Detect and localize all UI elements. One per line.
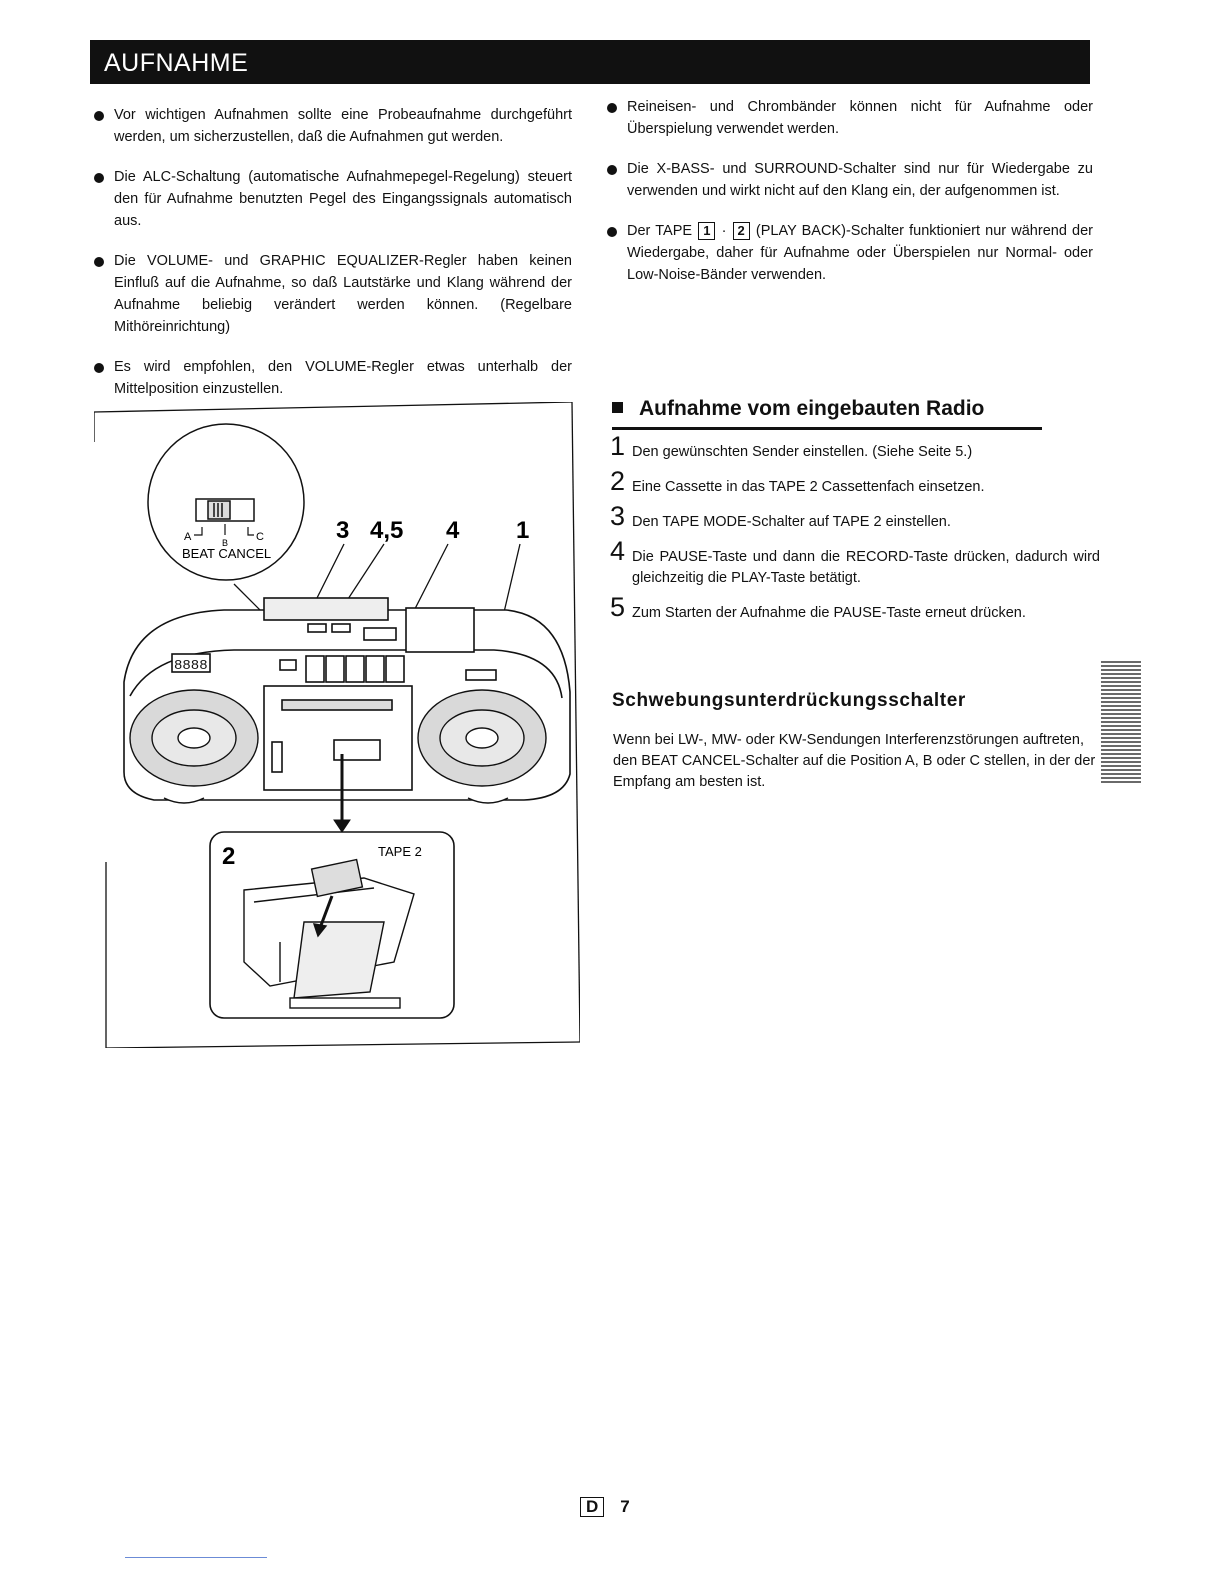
list-item <box>92 104 572 148</box>
boombox-illustration <box>94 402 580 1048</box>
step-text: Die PAUSE-Taste und dann die RECORD-Taste drücken, dadurch wird gleichzeitig die PLAY-Taste betätigt. <box>632 549 1100 586</box>
list-item <box>605 220 1093 286</box>
callout-4: 4 <box>446 517 460 544</box>
left-speaker <box>130 690 258 786</box>
bullet-icon <box>607 227 617 237</box>
switch-label-a: A <box>184 531 192 543</box>
inset-number: 2 <box>222 843 236 870</box>
section-header-bar <box>90 40 1090 84</box>
note-text: Es wird empfohlen, den VOLUME-Regler etwas unterhalb der Mittelposition einzustellen. <box>114 359 572 397</box>
page-footer <box>580 1497 630 1517</box>
separator-dot: · <box>721 223 727 239</box>
bullet-icon <box>607 165 617 175</box>
right-speaker <box>418 690 546 786</box>
footer-rule <box>125 1557 267 1558</box>
note-text: Vor wichtigen Aufnahmen sollte eine Probeaufnahme durchgeführt werden, um sicherzustellen, daß die Aufnahmen gut werden. <box>114 107 572 145</box>
right-notes <box>605 96 1093 304</box>
switch-label-c: C <box>256 531 264 543</box>
note-text: Die ALC-Schaltung (automatische Aufnahmepegel-Regelung) steuert den für Aufnahme benutzten Pegel des Eingangssignals automatisch aus. <box>114 169 572 229</box>
step-item <box>610 431 1100 463</box>
page-title: AUFNAHME <box>104 49 249 77</box>
bullet-icon <box>94 111 104 121</box>
section-title: Aufnahme vom eingebauten Radio <box>639 397 985 420</box>
section-heading <box>612 397 1042 430</box>
beat-cancel-label: BEAT CANCEL <box>182 546 272 561</box>
list-item <box>92 250 572 338</box>
step-text: Zum Starten der Aufnahme die PAUSE-Taste erneut drücken. <box>632 605 1026 621</box>
step-text: Eine Cassette in das TAPE 2 Cassettenfach einsetzen. <box>632 479 985 495</box>
step-item <box>610 536 1100 589</box>
note-text-suffix: (PLAY BACK)-Schalter funktioniert nur während der Wiedergabe, daher für Aufnahme oder Überspielen nur Normal- oder Low-Noise-Bänder verwenden. <box>627 223 1093 283</box>
list-item <box>605 158 1093 202</box>
step-item <box>610 466 1100 498</box>
note-text-prefix: Der TAPE <box>627 223 693 239</box>
tape-1-box: 1 <box>698 222 715 240</box>
svg-text:8888: 8888 <box>174 658 208 674</box>
callout-4-5: 4,5 <box>370 517 404 544</box>
step-number: 5 <box>610 592 626 622</box>
bullet-icon <box>94 363 104 373</box>
note-text: Die X-BASS- und SURROUND-Schalter sind nur für Wiedergabe zu verwenden und wirkt nicht auf den Klang ein, der aufgenommen ist. <box>627 161 1093 199</box>
switch-label-b: B <box>222 538 229 548</box>
tape-2-box: 2 <box>733 222 750 240</box>
step-number: 3 <box>610 501 626 531</box>
subsection-title: Schwebungsunterdrückungsschalter <box>612 690 966 711</box>
square-bullet-icon <box>612 402 623 413</box>
step-item <box>610 592 1100 624</box>
callout-1: 1 <box>516 517 530 544</box>
language-indicator: D <box>580 1497 604 1517</box>
list-item <box>92 166 572 232</box>
bullet-icon <box>94 173 104 183</box>
inset-tape2-label: TAPE 2 <box>378 844 422 859</box>
thumb-index-tab <box>1101 660 1141 784</box>
callout-3: 3 <box>336 517 350 544</box>
note-text: Die VOLUME- und GRAPHIC EQUALIZER-Regler haben keinen Einfluß auf die Aufnahme, so daß Lautstärke und Klang während der Aufnahme beliebig verändert werden können. (Regelbare Mithöreinrichtung) <box>114 253 572 335</box>
step-item <box>610 501 1100 533</box>
step-text: Den gewünschten Sender einstellen. (Siehe Seite 5.) <box>632 444 973 460</box>
subsection-text: Wenn bei LW-, MW- oder KW-Sendungen Interferenzstörungen auftreten, den BEAT CANCEL-Schalter auf die Position A, B oder C stellen, in der der Empfang am besten ist. <box>613 732 1096 790</box>
note-text: Reineisen- und Chrombänder können nicht für Aufnahme oder Überspielung verwendet werden. <box>627 99 1093 137</box>
list-item <box>605 96 1093 140</box>
step-number: 2 <box>610 466 626 496</box>
bullet-icon <box>94 257 104 267</box>
page-number: 7 <box>620 1497 630 1516</box>
step-text: Den TAPE MODE-Schalter auf TAPE 2 einstellen. <box>632 514 951 530</box>
step-number: 4 <box>610 536 626 566</box>
step-number: 1 <box>610 431 626 461</box>
left-notes <box>92 104 572 418</box>
bullet-icon <box>607 103 617 113</box>
list-item <box>92 356 572 400</box>
steps-list <box>610 431 1100 638</box>
